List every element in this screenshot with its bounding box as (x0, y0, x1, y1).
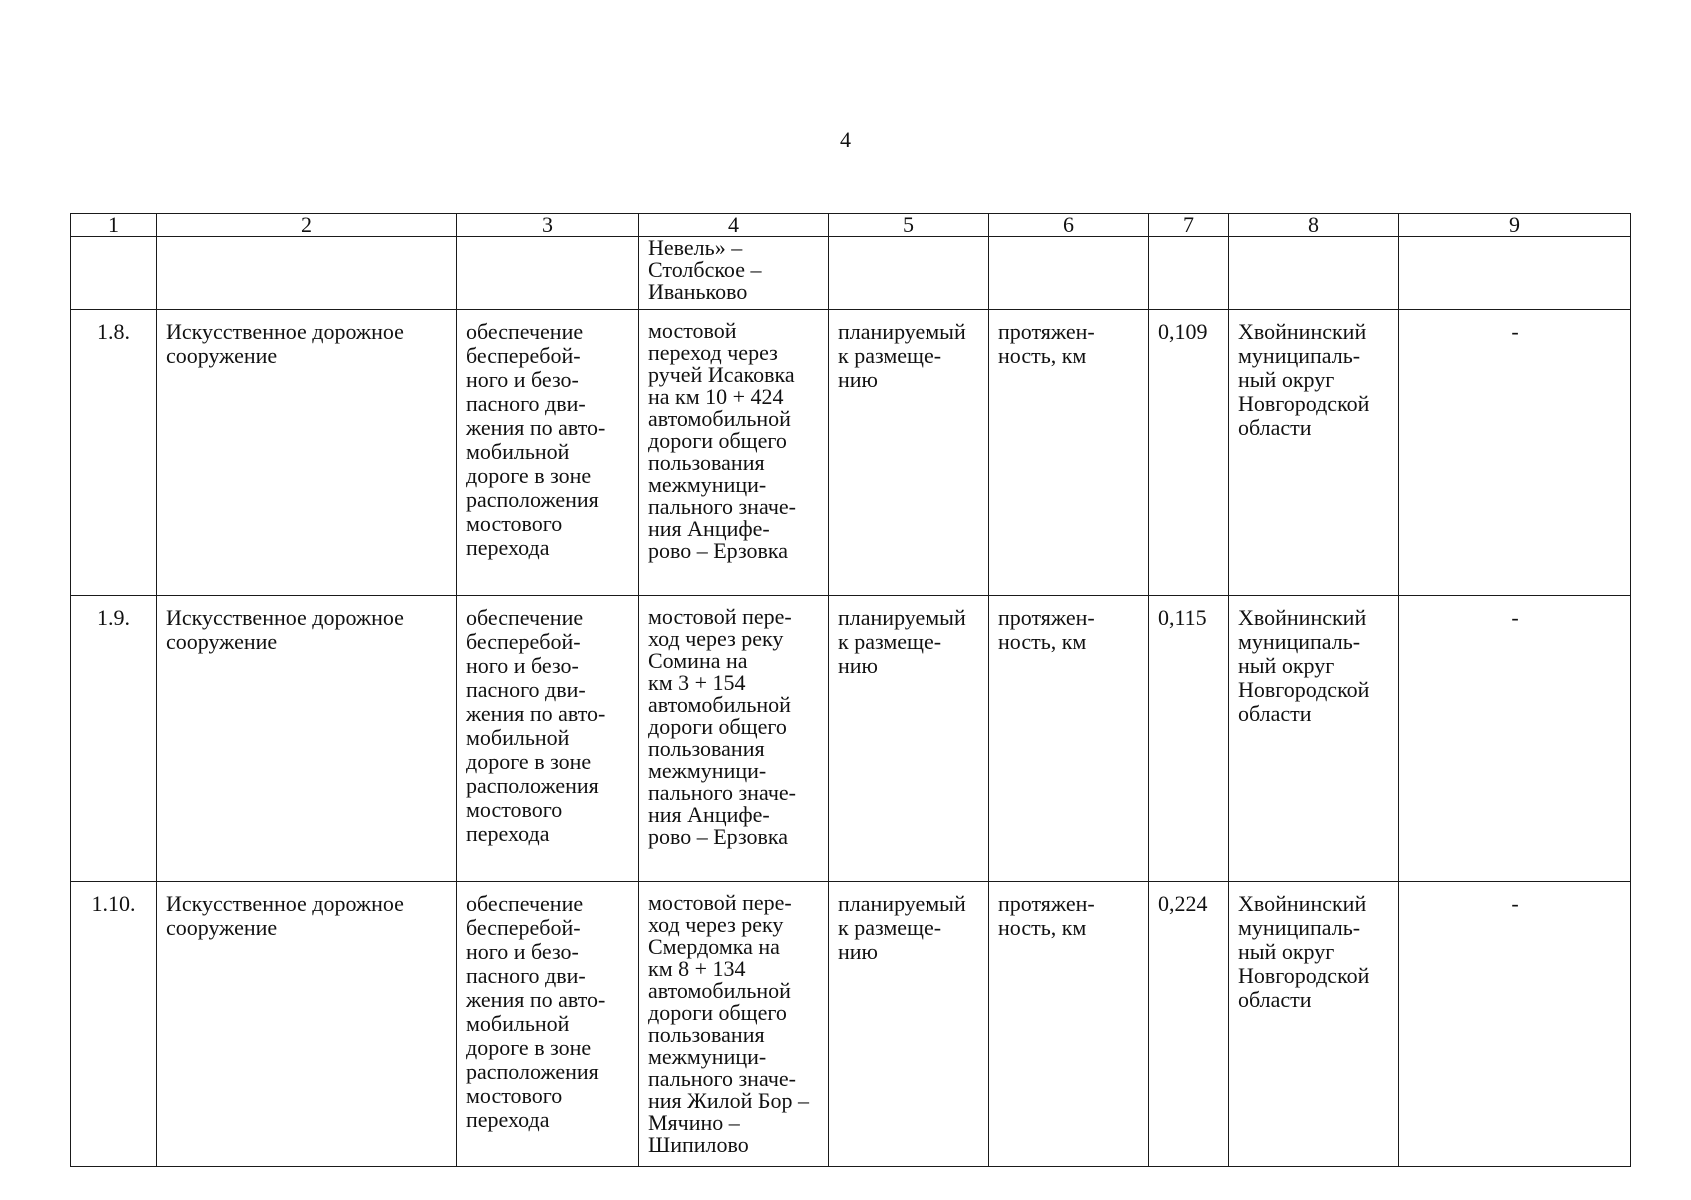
column-number: 1 (71, 214, 157, 237)
column-number: 8 (1229, 214, 1399, 237)
cell-characteristic: протяжен- ность, км (989, 882, 1149, 1167)
cell-name: Искусственное дорожное сооружение (157, 596, 457, 882)
cell-value: 0,109 (1149, 310, 1229, 596)
column-number: 6 (989, 214, 1149, 237)
cell-num (71, 237, 157, 310)
column-number: 2 (157, 214, 457, 237)
cell-status: планируемый к размеще- нию (829, 882, 989, 1167)
cell-purpose: обеспечение бесперебой- ного и безо- пасного дви- жения по авто- мобильной дороге в зоне расположения мостового перехода (457, 310, 639, 596)
page-number: 4 (840, 127, 851, 152)
cell-description: мостовой пере- ход через реку Смердомка на км 8 + 134 автомобильной дороги общего пользования межмуници- пального значе- ния Жилой Бор – Мячино – Шипилово (639, 882, 829, 1167)
cell-characteristic: протяжен- ность, км (989, 596, 1149, 882)
cell-purpose (457, 237, 639, 310)
cell-purpose: обеспечение бесперебой- ного и безо- пасного дви- жения по авто- мобильной дороге в зоне расположения мостового перехода (457, 882, 639, 1167)
column-number: 7 (1149, 214, 1229, 237)
cell-location (1229, 237, 1399, 310)
cell-zone (1399, 237, 1631, 310)
cell-num: 1.10. (71, 882, 157, 1167)
cell-name: Искусственное дорожное сооружение (157, 310, 457, 596)
table-row (71, 310, 1631, 596)
cell-status (829, 237, 989, 310)
column-number: 9 (1399, 214, 1631, 237)
cell-num: 1.9. (71, 596, 157, 882)
cell-characteristic (989, 237, 1149, 310)
cell-num: 1.8. (71, 310, 157, 596)
cell-zone: - (1399, 310, 1631, 596)
cell-characteristic: протяжен- ность, км (989, 310, 1149, 596)
cell-value (1149, 237, 1229, 310)
cell-name: Искусственное дорожное сооружение (157, 882, 457, 1167)
objects-table (70, 213, 1631, 1167)
table-row (71, 596, 1631, 882)
cell-description: мостовой переход через ручей Исаковка на км 10 + 424 автомобильной дороги общего пользования межмуници- пального значе- ния Анцифе- рово – Ерзовка (639, 310, 829, 596)
column-number-row (71, 214, 1631, 237)
cell-status: планируемый к размеще- нию (829, 310, 989, 596)
cell-name (157, 237, 457, 310)
column-number: 3 (457, 214, 639, 237)
cell-location: Хвойнинский муниципаль- ный округ Новгородской области (1229, 596, 1399, 882)
continuation-row (71, 237, 1631, 310)
cell-location: Хвойнинский муниципаль- ный округ Новгородской области (1229, 310, 1399, 596)
cell-value: 0,115 (1149, 596, 1229, 882)
cell-value: 0,224 (1149, 882, 1229, 1167)
cell-zone: - (1399, 596, 1631, 882)
column-number: 5 (829, 214, 989, 237)
cell-status: планируемый к размеще- нию (829, 596, 989, 882)
cell-description: Невель» – Столбское – Иваньково (639, 237, 829, 310)
cell-purpose: обеспечение бесперебой- ного и безо- пасного дви- жения по авто- мобильной дороге в зоне расположения мостового перехода (457, 596, 639, 882)
cell-zone: - (1399, 882, 1631, 1167)
column-number: 4 (639, 214, 829, 237)
cell-location: Хвойнинский муниципаль- ный округ Новгородской области (1229, 882, 1399, 1167)
cell-description: мостовой пере- ход через реку Сомина на км 3 + 154 автомобильной дороги общего пользования межмуници- пального значе- ния Анцифе- рово – Ерзовка (639, 596, 829, 882)
table-row (71, 882, 1631, 1167)
